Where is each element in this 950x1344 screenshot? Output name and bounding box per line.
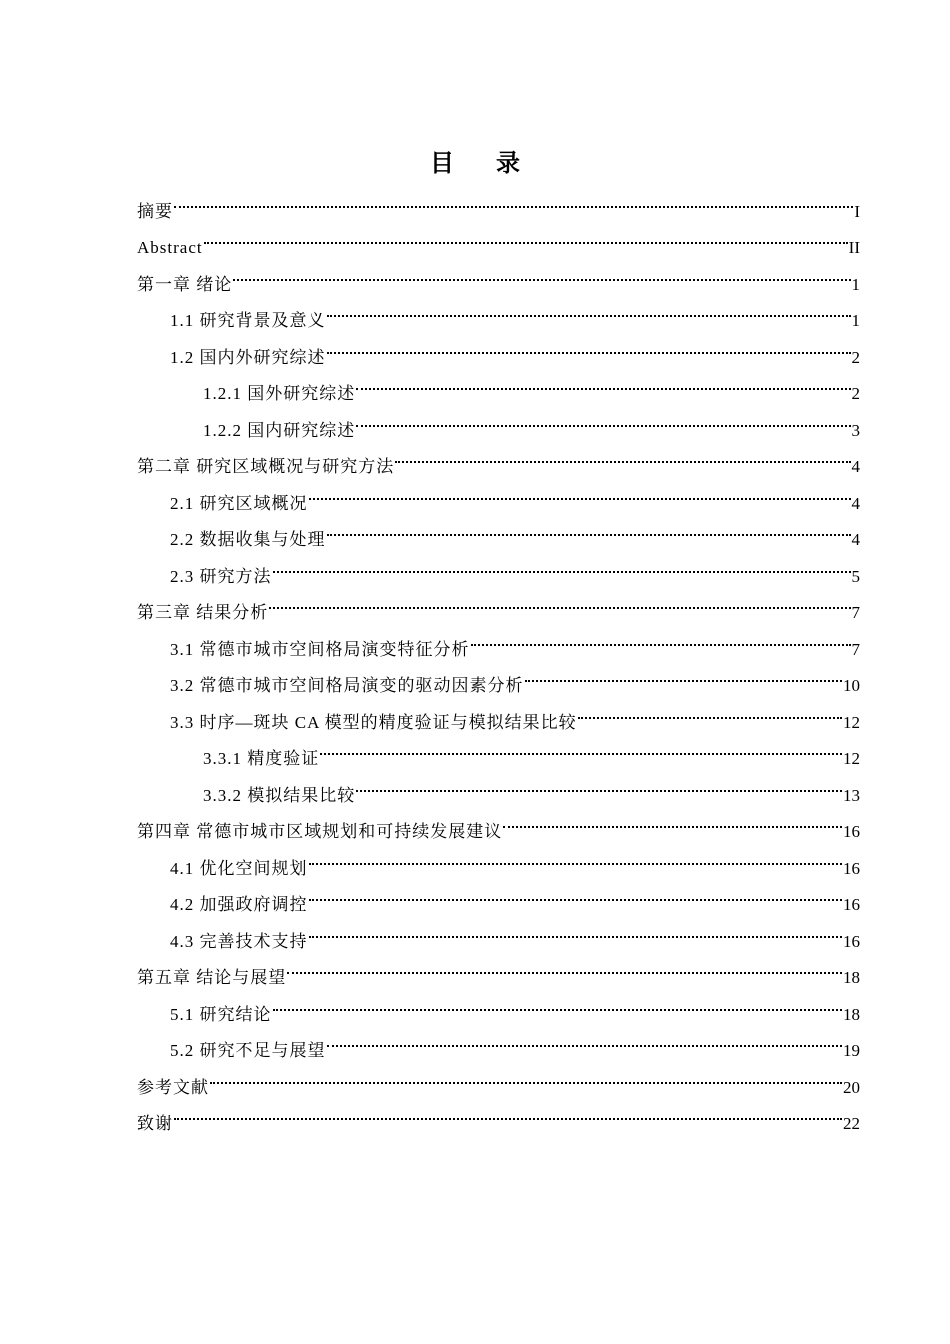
toc-entry-label: 4.3 完善技术支持 — [170, 931, 308, 951]
toc-entry-label: 3.1 常德市城市空间格局演变特征分析 — [170, 639, 470, 659]
toc-title-right: 录 — [496, 149, 520, 177]
toc-entry-label: 2.2 数据收集与处理 — [170, 530, 326, 549]
toc-entry-label: 2.1 研究区域概况 — [170, 493, 308, 513]
toc-entry-label: 1.2.1 国外研究综述 — [203, 384, 356, 403]
toc-entry-label: 5.1 研究结论 — [170, 1004, 272, 1024]
toc-entry-label: 3.2 常德市城市空间格局演变的驱动因素分析 — [170, 676, 524, 695]
toc-entry-page-number: 7 — [851, 603, 860, 622]
toc-entry-label: 2.3 研究方法 — [170, 566, 272, 586]
toc-entry-page-number: 16 — [843, 931, 860, 951]
dot-leader — [209, 1056, 843, 1093]
dot-leader — [308, 874, 844, 911]
toc-entry-page-number: 2 — [851, 384, 860, 403]
toc-entry-label: 第五章 结论与展望 — [137, 968, 287, 987]
toc-list — [137, 180, 860, 1133]
toc-entry[interactable] — [137, 217, 860, 257]
toc-entry-page-number: 16 — [843, 858, 860, 878]
dot-leader — [272, 545, 852, 582]
toc-entry-label: 第三章 结果分析 — [137, 603, 269, 622]
toc-entry-page-number: 12 — [843, 749, 860, 768]
dot-leader — [355, 764, 843, 801]
toc-entry-label: 3.3 时序—斑块 CA 模型的精度验证与模拟结果比较 — [170, 712, 577, 732]
dot-leader — [308, 910, 844, 947]
toc-entry-label: 3.3.2 模拟结果比较 — [203, 785, 356, 805]
dot-leader — [502, 801, 843, 838]
dot-leader — [308, 472, 852, 509]
toc-entry-label: 致谢 — [137, 1114, 173, 1133]
toc-entry-page-number: 3 — [851, 420, 860, 440]
dot-leader — [394, 436, 851, 473]
dot-leader — [203, 217, 849, 254]
dot-leader — [326, 290, 852, 327]
toc-entry-page-number: 16 — [843, 895, 860, 914]
toc-entry[interactable] — [137, 253, 860, 294]
toc-entry-label: Abstract — [137, 238, 203, 257]
toc-entry-page-number: 7 — [851, 639, 860, 659]
toc-entry[interactable] — [137, 1093, 860, 1133]
toc-entry-label: 4.2 加强政府调控 — [170, 895, 308, 914]
toc-entry-label: 第一章 绪论 — [137, 274, 233, 294]
dot-leader — [326, 326, 852, 363]
dot-leader — [577, 691, 843, 728]
toc-entry-label: 摘要 — [137, 201, 173, 221]
toc-entry-page-number: 22 — [843, 1114, 860, 1133]
toc-entry-page-number: 13 — [843, 785, 860, 805]
toc-entry-page-number: 18 — [843, 968, 860, 987]
toc-entry-page-number: 20 — [843, 1077, 860, 1097]
toc-entry-page-number: 1 — [851, 274, 860, 294]
toc-entry-label: 1.2.2 国内研究综述 — [203, 420, 356, 440]
toc-entry-page-number: 4 — [851, 493, 860, 513]
toc-entry-label: 1.1 研究背景及意义 — [170, 311, 326, 330]
dot-leader — [173, 1093, 843, 1130]
toc-entry-page-number: 12 — [843, 712, 860, 732]
dot-leader — [286, 947, 843, 984]
toc-entry-page-number: 10 — [843, 676, 860, 695]
dot-leader — [173, 180, 854, 217]
toc-entry-label: 1.2 国内外研究综述 — [170, 347, 326, 367]
toc-entry-page-number: 2 — [851, 347, 860, 367]
dot-leader — [268, 582, 851, 619]
toc-entry-page-number: 16 — [843, 822, 860, 841]
toc-title — [0, 146, 950, 180]
toc-entry[interactable] — [137, 1056, 860, 1097]
dot-leader — [319, 728, 843, 765]
dot-leader — [326, 1020, 844, 1057]
toc-entry-page-number: I — [854, 201, 860, 221]
toc-entry-label: 第四章 常德市城市区域规划和可持续发展建议 — [137, 822, 503, 841]
dot-leader — [308, 837, 844, 874]
dot-leader — [355, 363, 851, 400]
toc-entry[interactable] — [137, 180, 860, 221]
toc-entry-label: 4.1 优化空间规划 — [170, 858, 308, 878]
dot-leader — [326, 509, 852, 546]
dot-leader — [232, 253, 851, 290]
dot-leader — [355, 399, 851, 436]
dot-leader — [272, 983, 844, 1020]
toc-entry-page-number: II — [848, 238, 860, 257]
dot-leader — [524, 655, 844, 692]
toc-entry-label: 参考文献 — [137, 1077, 209, 1097]
toc-entry-label: 3.3.1 精度验证 — [203, 749, 320, 768]
toc-entry-label: 5.2 研究不足与展望 — [170, 1041, 326, 1060]
toc-entry-page-number: 19 — [843, 1041, 860, 1060]
toc-entry-page-number: 1 — [851, 311, 860, 330]
toc-entry-page-number: 4 — [851, 530, 860, 549]
toc-entry[interactable] — [137, 290, 860, 330]
toc-entry-label: 第二章 研究区域概况与研究方法 — [137, 457, 395, 476]
dot-leader — [470, 618, 852, 655]
toc-title-left: 目 — [430, 149, 454, 177]
toc-entry-page-number: 4 — [851, 457, 860, 476]
toc-entry-page-number: 5 — [851, 566, 860, 586]
toc-entry-page-number: 18 — [843, 1004, 860, 1024]
